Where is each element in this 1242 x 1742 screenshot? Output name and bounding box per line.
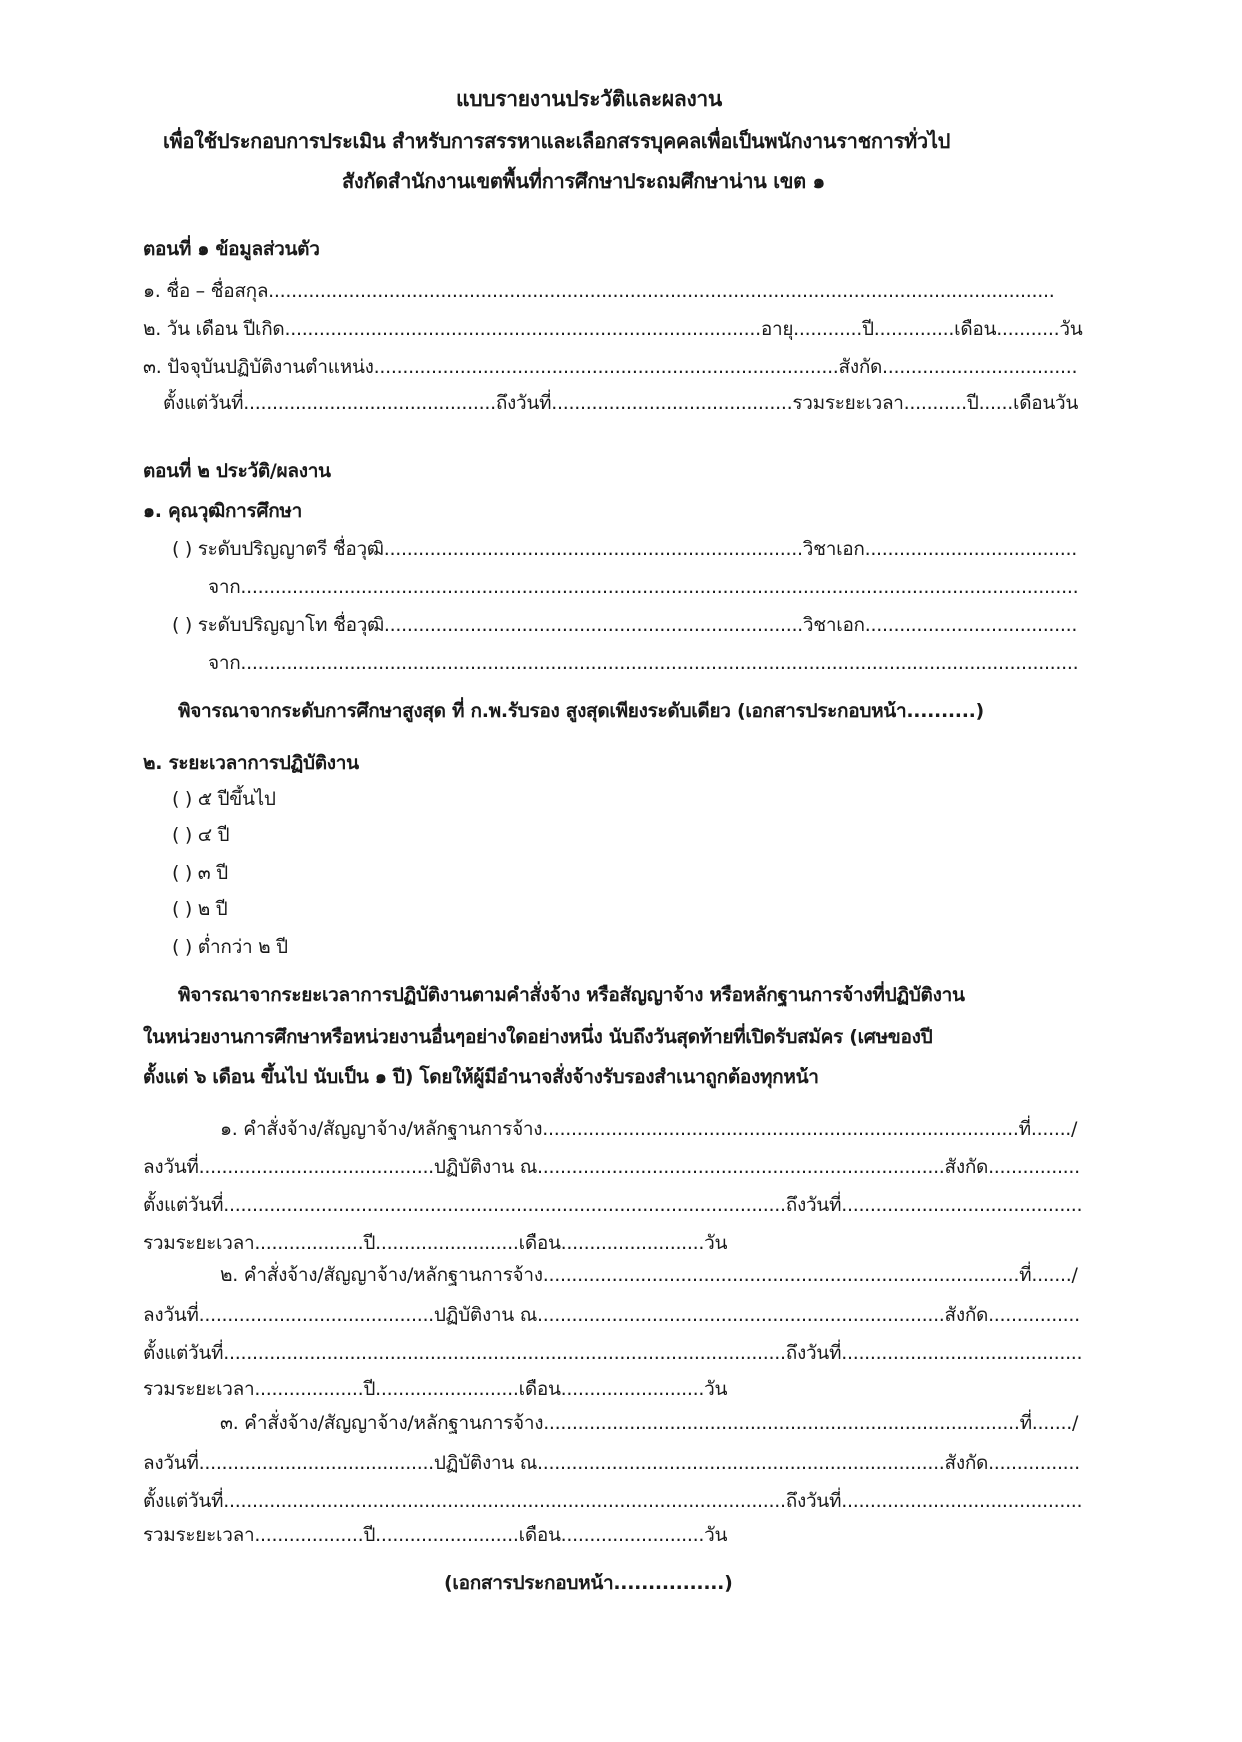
experience-option-5plus[interactable]: ( ) ๕ ปีขึ้นไป [172,788,276,810]
name-field[interactable]: ๑. ชื่อ – ชื่อสกุล......................................................................................................................................... [143,280,1055,302]
current-position-field[interactable]: ๓. ปัจจุบันปฏิบัติงานตำแหน่ง.................................................................................สังกัด.................................. [143,356,1078,378]
experience-note-line1: พิจารณาจากระยะเวลาการปฏิบัติงานตามคำสั่งจ้าง หรือสัญญาจ้าง หรือหลักฐานการจ้างที่ปฏิบัติงาน [178,984,965,1006]
form-title: แบบรายงานประวัติและผลงาน [456,87,722,111]
experience-heading: ๒. ระยะเวลาการปฏิบัติงาน [143,752,359,774]
experience-option-2[interactable]: ( ) ๒ ปี [172,898,228,920]
bachelor-degree-option[interactable]: ( ) ระดับปริญญาตรี ชื่อวุฒิ.........................................................................วิชาเอก..................................... [172,538,1077,560]
education-heading: ๑. คุณวุฒิการศึกษา [143,500,302,522]
experience-option-under2[interactable]: ( ) ต่ำกว่า ๒ ปี [172,936,288,958]
experience-note-line3: ตั้งแต่ ๖ เดือน ขึ้นไป นับเป็น ๑ ปี) โดยให้ผู้มีอำนาจสั่งจ้างรับรองสำเนาถูกต้องทุกหน้า [143,1066,819,1088]
experience-option-4[interactable]: ( ) ๔ ปี [172,824,230,846]
part1-heading: ตอนที่ ๑ ข้อมูลส่วนตัว [143,238,320,260]
form-subtitle-purpose: เพื่อใช้ประกอบการประเมิน สำหรับการสรรหาและเลือกสรรบุคคลเพื่อเป็นพนักงานราชการทั่วไป [163,129,950,153]
form-subtitle-agency: สังกัดสำนักงานเขตพื้นที่การศึกษาประถมศึกษาน่าน เขต ๑ [342,169,825,193]
record-3-period-field[interactable]: ตั้งแต่วันที่..................................................................................................ถึงวันที่.......................................... [143,1490,1083,1512]
part2-heading: ตอนที่ ๒ ประวัติ/ผลงาน [143,460,331,482]
record-2-total-field[interactable]: รวมระยะเวลา...................ปี.........................เดือน.........................วัน [143,1378,728,1400]
record-2-signed-field[interactable]: ลงวันที่.........................................ปฏิบัติงาน ณ.......................................................................สังกัด................ [143,1304,1080,1326]
master-degree-option[interactable]: ( ) ระดับปริญญาโท ชื่อวุฒิ.........................................................................วิชาเอก..................................... [172,614,1078,636]
record-3-order-field[interactable]: ๓. คำสั่งจ้าง/สัญญาจ้าง/หลักฐานการจ้าง...................................................................................ที่......./ [220,1412,1079,1434]
bachelor-institution-field[interactable]: จาก.................................................................................................................................................. [208,576,1079,598]
record-1-period-field[interactable]: ตั้งแต่วันที่..................................................................................................ถึงวันที่.......................................... [143,1194,1083,1216]
record-3-signed-field[interactable]: ลงวันที่.........................................ปฏิบัติงาน ณ.......................................................................สังกัด................ [143,1452,1080,1474]
record-2-order-field[interactable]: ๒. คำสั่งจ้าง/สัญญาจ้าง/หลักฐานการจ้าง...................................................................................ที่......./ [220,1264,1078,1286]
record-2-period-field[interactable]: ตั้งแต่วันที่..................................................................................................ถึงวันที่.......................................... [143,1342,1083,1364]
record-1-total-field[interactable]: รวมระยะเวลา...................ปี.........................เดือน.........................วัน [143,1232,728,1254]
attachment-page-note: (เอกสารประกอบหน้า................) [444,1572,733,1594]
birthdate-field[interactable]: ๒. วัน เดือน ปีเกิด...................................................................................อายุ............ปี..............เดือน...........วัน [143,318,1083,340]
position-period-field[interactable]: ตั้งแต่วันที่............................................ถึงวันที่..........................................รวมระยะเวลา...........ปี......เดือนวัน [163,392,1079,414]
experience-note-line2: ในหน่วยงานการศึกษาหรือหน่วยงานอื่นๆอย่างใดอย่างหนึ่ง นับถึงวันสุดท้ายที่เปิดรับสมัคร (เศษของปี [143,1026,933,1048]
record-1-order-field[interactable]: ๑. คำสั่งจ้าง/สัญญาจ้าง/หลักฐานการจ้าง...................................................................................ที่......./ [220,1118,1078,1140]
record-1-signed-field[interactable]: ลงวันที่.........................................ปฏิบัติงาน ณ.......................................................................สังกัด................ [143,1156,1080,1178]
experience-option-3[interactable]: ( ) ๓ ปี [172,862,228,884]
education-note: พิจารณาจากระดับการศึกษาสูงสุด ที่ ก.พ.รับรอง สูงสุดเพียงระดับเดียว (เอกสารประกอบหน้า..........) [178,700,984,722]
record-3-total-field[interactable]: รวมระยะเวลา...................ปี.........................เดือน.........................วัน [143,1524,728,1546]
master-institution-field[interactable]: จาก.................................................................................................................................................. [208,652,1079,674]
